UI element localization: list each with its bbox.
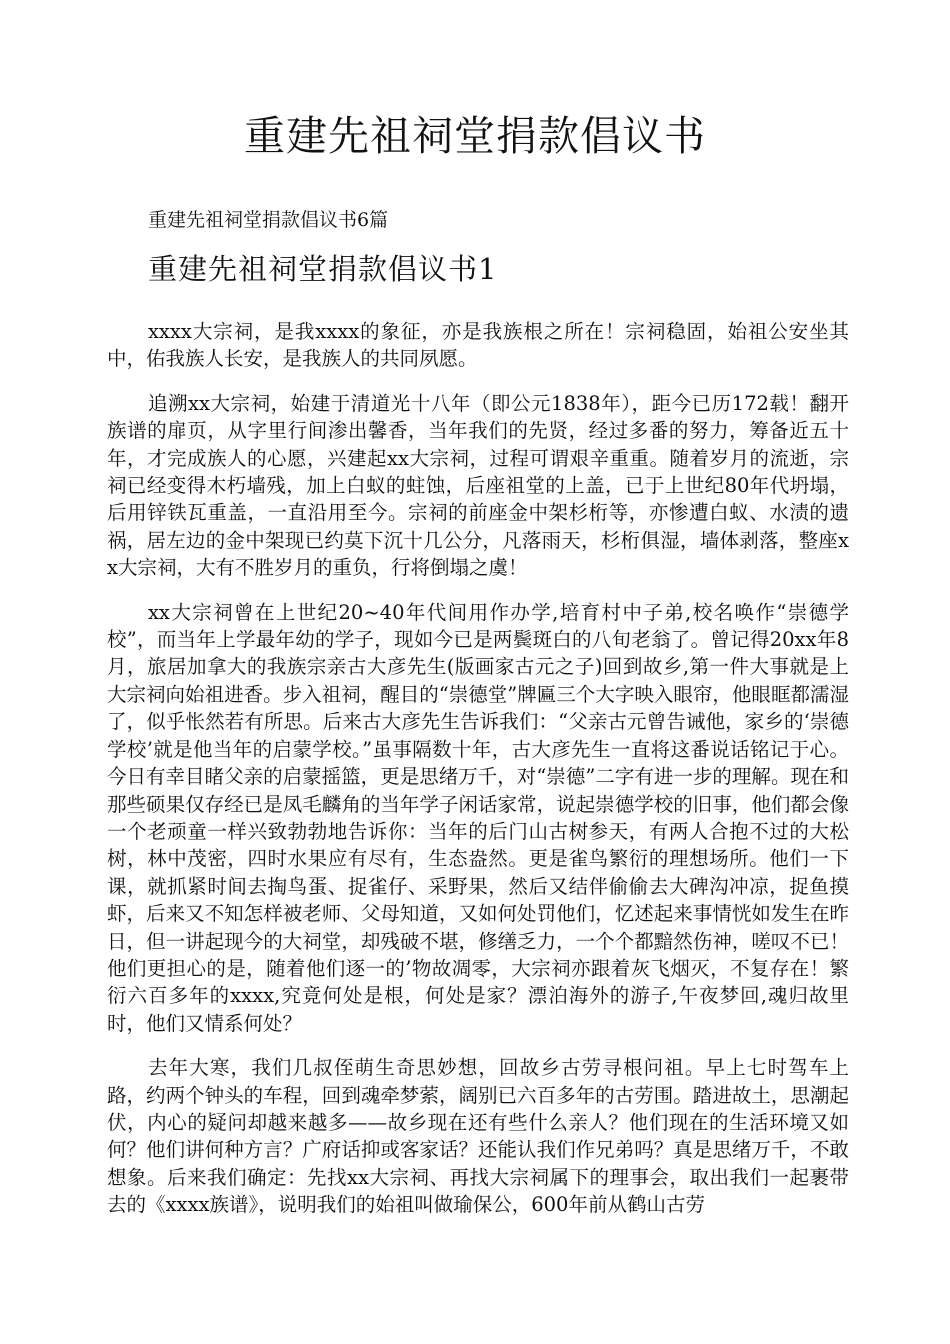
document-body (107, 318, 849, 1236)
paragraph-3: xx大宗祠曾在上世纪20~40年代间用作办学,培育村中子弟,校名唤作“崇德学校”，而当年上学最年幼的学子，现如今已是两鬓斑白的八旬老翁了。曾记得20xx年8月，旅居加拿大的我族宗亲古大彦先生(版画家古元之子)回到故乡,第一件大事就是上大宗祠向始祖进香。步入祖祠，醒目的“崇德堂”牌匾三个大字映入眼帘，他眼眶都濡湿了，似乎怅然若有所思。后来古大彦先生告诉我们：“父亲古元曾告诫他，家乡的‘崇德学校’就是他当年的启蒙学校。”虽事隔数十年，古大彦先生一直将这番说话铭记于心。今日有幸目睹父亲的启蒙摇篮，更是思绪万千，对“崇德”二字有进一步的理解。现在和那些硕果仅存经已是凤毛麟角的当年学子闲话家常，说起崇德学校的旧事，他们都会像一个老顽童一样兴致勃勃地告诉你：当年的后门山古树参天，有两人合抱不过的大松树，林中茂密，四时水果应有尽有，生态盎然。更是雀鸟繁衍的理想场所。他们一下课，就抓紧时间去掏鸟蛋、捉雀仔、采野果，然后又结伴偷偷去大碑沟冲凉，捉鱼摸虾，后来又不知怎样被老师、父母知道，又如何处罚他们，忆述起来事情恍如发生在昨日，但一讲起现今的大祠堂，却残破不堪，修缮乏力，一个个都黯然伤神，嗟叹不已！他们更担心的是，随着他们逐一的’物故凋零，大宗祠亦跟着灰飞烟灭，不复存在！繁衍六百多年的xxxx,究竟何处是根，何处是家？漂泊海外的游子,午夜梦回,魂归故里时，他们又情系何处？ (107, 600, 849, 1035)
paragraph-1: xxxx大宗祠，是我xxxx的象征，亦是我族根之所在！宗祠稳固，始祖公安坐其中，佑我族人长安，是我族人的共同夙愿。 (107, 320, 849, 371)
paragraph-2: 追溯xx大宗祠，始建于清道光十八年（即公元1838年），距今已历172载！翻开族谱的扉页，从字里行间渗出馨香，当年我们的先贤，经过多番的努力，筹备近五十年，才完成族人的心愿，兴建起xx大宗祠，过程可谓艰辛重重。随着岁月的流逝，宗祠已经变得木朽墙残，加上白蚁的蛀蚀，后座祖堂的上盖，已于上世纪80年代坍塌，后用锌铁瓦重盖，一直沿用至今。宗祠的前座金中架杉桁等，亦惨遭白蚁、水渍的遗祸，居左边的金中架现已约莫下沉十几公分，凡落雨天，杉桁俱湿，墙体剥落，整座xx大宗祠，大有不胜岁月的重负，行将倒塌之虞！ (107, 391, 849, 580)
paragraph-4: 去年大寒，我们几叔侄萌生奇思妙想，回故乡古劳寻根问祖。早上七时驾车上路，约两个钟头的车程，回到魂牵梦萦，阔别已六百多年的古劳围。踏进故土，思潮起伏，内心的疑问却越来越多——故乡现在还有些什么亲人？他们现在的生活环境又如何？他们讲何种方言？广府话抑或客家话？还能认我们作兄弟吗？真是思绪万千，不敢想象。后来我们确定：先找xx大宗祠、再找大宗祠属下的理事会，取出我们一起裹带去的《xxxx族谱》，说明我们的始祖叫做瑜保公，600年前从鹤山古劳 (107, 1056, 849, 1217)
section-heading: 重建先祖祠堂捐款倡议书1 (148, 252, 498, 286)
document-title: 重建先祖祠堂捐款倡议书 (244, 112, 706, 160)
document-subtitle: 重建先祖祠堂捐款倡议书6篇 (148, 209, 389, 231)
